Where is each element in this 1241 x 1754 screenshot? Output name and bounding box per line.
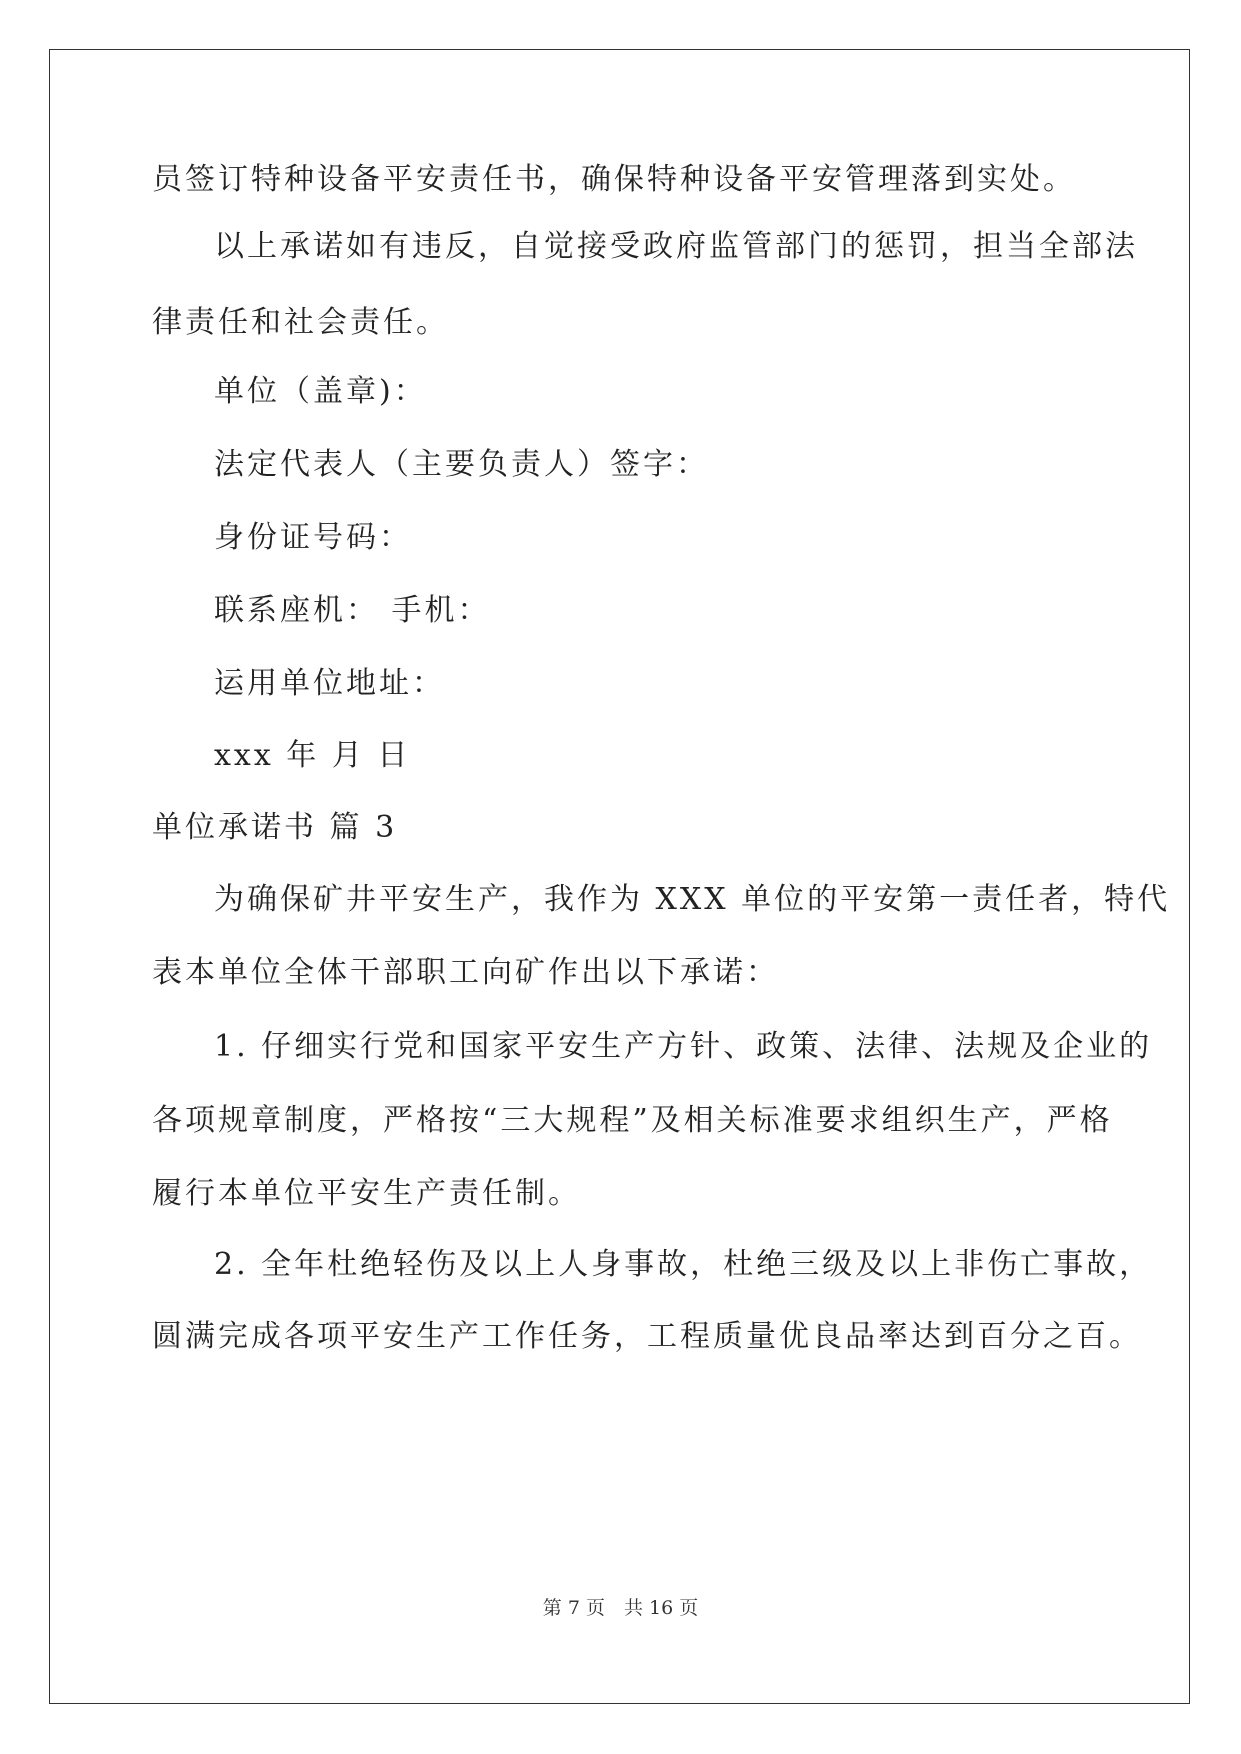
- id-number-label: 身份证号码：: [214, 520, 412, 555]
- seal-label: 单位（盖章)：: [214, 374, 427, 409]
- address-label: 运用单位地址：: [214, 666, 445, 701]
- contact-label: 联系座机： 手机：: [214, 593, 491, 628]
- paragraph-line: 律责任和社会责任。: [152, 305, 449, 340]
- paragraph-line: 表本单位全体干部职工向矿作出以下承诺：: [152, 955, 779, 990]
- paragraph-line: 1. 仔细实行党和国家平安生产方针、政策、法律、法规及企业的: [214, 1029, 1153, 1064]
- paragraph-line: 圆满完成各项平安生产工作任务，工程质量优良品率达到百分之百。: [152, 1319, 1142, 1354]
- paragraph-line: 各项规章制度，严格按“三大规程”及相关标准要求组织生产，严格: [152, 1103, 1113, 1138]
- page-number-footer: 第 7 页 共 16 页: [542, 1597, 699, 1619]
- paragraph-line: 以上承诺如有违反，自觉接受政府监管部门的惩罚，担当全部法: [214, 229, 1138, 264]
- paragraph-line: 2. 全年杜绝轻伤及以上人身事故，杜绝三级及以上非伤亡事故，: [214, 1247, 1153, 1282]
- section-heading: 单位承诺书 篇 3: [152, 810, 398, 845]
- paragraph-line: 员签订特种设备平安责任书，确保特种设备平安管理落到实处。: [152, 162, 1076, 197]
- date-line: xxx 年 月 日: [214, 738, 411, 773]
- paragraph-line: 履行本单位平安生产责任制。: [152, 1176, 581, 1211]
- page-border: [49, 49, 1190, 1704]
- signature-label: 法定代表人（主要负责人）签字：: [214, 447, 709, 482]
- paragraph-line: 为确保矿井平安生产，我作为 XXX 单位的平安第一责任者，特代: [214, 882, 1171, 917]
